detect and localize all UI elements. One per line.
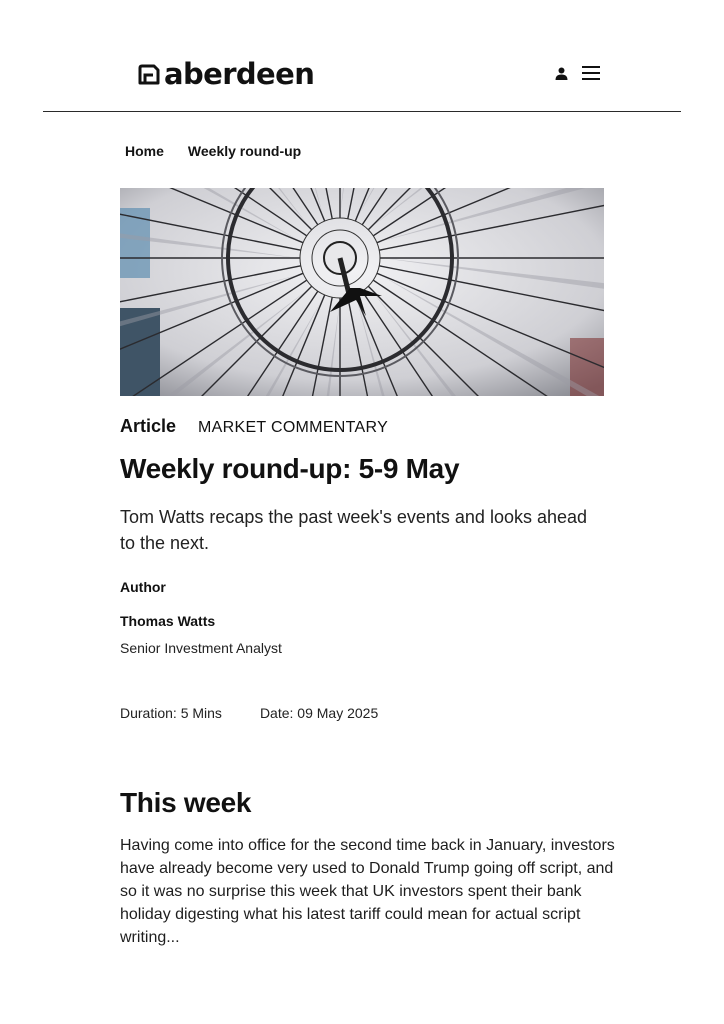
header-actions — [555, 66, 600, 80]
breadcrumb — [125, 143, 301, 159]
aberdeen-logo[interactable] — [137, 57, 315, 91]
category-tag[interactable]: MARKET COMMENTARY — [198, 419, 389, 436]
user-icon[interactable] — [555, 67, 568, 80]
content-type-tag: Article — [120, 416, 177, 436]
breadcrumb-home[interactable]: Home — [125, 143, 164, 159]
logo-mark-icon — [137, 63, 161, 87]
author-label: Author — [120, 579, 166, 595]
article-tags — [120, 416, 388, 437]
duration-text: Duration: 5 Mins — [120, 705, 222, 721]
site-header — [43, 0, 681, 112]
menu-icon[interactable] — [582, 66, 600, 80]
article-meta — [120, 705, 378, 721]
author-name[interactable]: Thomas Watts — [120, 613, 216, 629]
logo-text: aberdeen — [164, 57, 315, 91]
article-body: Having come into office for the second time back in January, investors have already become very used to Donald Trump going off script, and so it was no surprise this week that UK investors spent their bank holiday digesting what his latest tariff could mean for actual script writing... — [120, 837, 615, 946]
section-title: This week — [120, 787, 252, 818]
breadcrumb-current[interactable]: Weekly round-up — [187, 143, 302, 159]
hero-image — [120, 188, 604, 396]
date-text: Date: 09 May 2025 — [259, 705, 379, 721]
page-title: Weekly round-up: 5-9 May — [120, 453, 460, 484]
dome-photo — [120, 188, 604, 396]
author-role: Senior Investment Analyst — [120, 640, 282, 656]
article-summary: Tom Watts recaps the past week's events and looks ahead to the next. — [120, 507, 588, 553]
